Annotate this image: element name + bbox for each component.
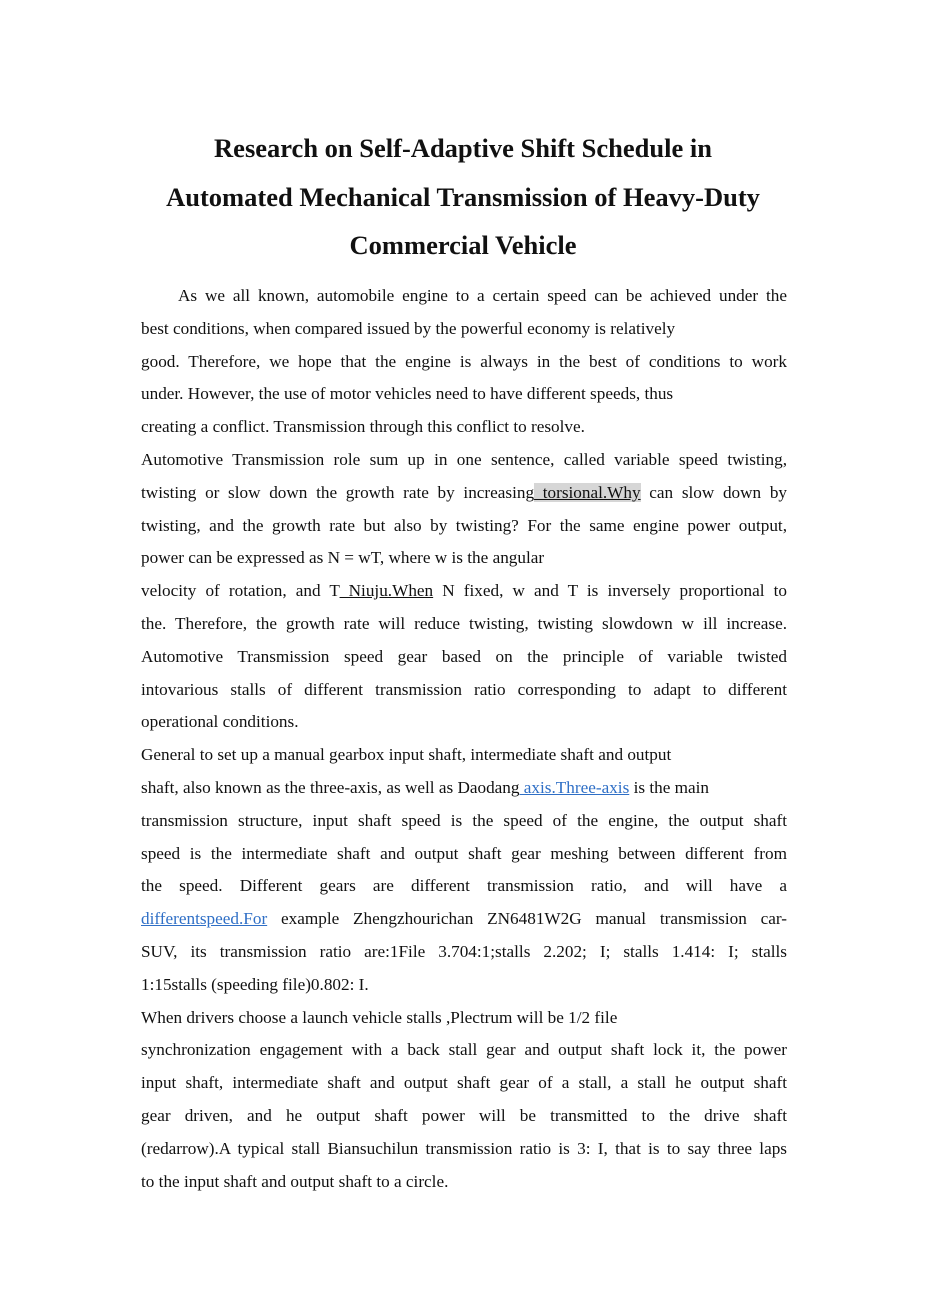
title-line: Research on Self-Adaptive Shift Schedule in	[214, 133, 712, 163]
text-line: to the input shaft and output shaft to a circle.	[141, 1171, 449, 1191]
text-line: under. However, the use of motor vehicles need to have different speeds, thus	[141, 384, 674, 404]
text-line: Automotive Transmission role sum up in one sentence, called variable speed twisting,	[141, 449, 787, 469]
text-line: the. Therefore, the growth rate will reduce twisting, twisting slowdown w ill increase.	[141, 613, 787, 633]
text-run: twisting or slow down the growth rate by increasing	[141, 482, 535, 502]
text-run: shaft, also known as the three-axis, as well as Daodang	[141, 777, 520, 797]
title-line: Automated Mechanical Transmission of Heavy-Duty	[166, 181, 760, 212]
hyperlink[interactable]: differentspeed.For	[141, 909, 268, 929]
text-line: synchronization engagement with a back stall gear and output shaft lock it, the power	[141, 1040, 787, 1060]
highlighted-text: torsional.Why	[534, 482, 641, 502]
underlined-text: Niuju.When	[339, 581, 434, 601]
text-run: N fixed, w and T is inversely proportional to	[433, 581, 787, 601]
text-line: speed is the intermediate shaft and output shaft gear meshing between different from	[141, 843, 787, 863]
text-line: intovarious stalls of different transmission ratio corresponding to adapt to different	[141, 679, 787, 699]
text-run: velocity of rotation, and T	[141, 581, 340, 601]
text-line: best conditions, when compared issued by the powerful economy is relatively	[141, 318, 676, 338]
text-line: good. Therefore, we hope that the engine is always in the best of conditions to work	[141, 351, 787, 371]
text-line: transmission structure, input shaft speed is the speed of the engine, the output shaft	[141, 810, 787, 830]
text-line: Automotive Transmission speed gear based on the principle of variable twisted	[141, 646, 787, 666]
text-line: input shaft, intermediate shaft and output shaft gear of a stall, a stall he output shaft	[141, 1073, 787, 1093]
text-line	[141, 903, 787, 936]
text-line	[141, 477, 787, 510]
text-line	[141, 772, 787, 805]
hyperlink[interactable]: axis.Three-axis	[519, 777, 630, 797]
text-line: creating a conflict. Transmission through this conflict to resolve.	[141, 417, 585, 437]
text-line: When drivers choose a launch vehicle stalls ,Plectrum will be 1/2 file	[141, 1007, 618, 1027]
text-line: As we all known, automobile engine to a certain speed can be achieved under the	[178, 286, 787, 305]
text-line: SUV, its transmission ratio are:1File 3.704:1;stalls 2.202; I; stalls 1.414: I; stalls	[141, 941, 787, 961]
title-line: Commercial Vehicle	[349, 230, 577, 260]
text-line: operational conditions.	[141, 712, 299, 732]
text-run: example Zhengzhourichan ZN6481W2G manual transmission car-	[267, 909, 787, 929]
document-body	[141, 280, 787, 1198]
text-line: (redarrow).A typical stall Biansuchilun transmission ratio is 3: I, that is to say three laps	[141, 1138, 787, 1158]
text-line	[141, 575, 787, 608]
document-title	[120, 124, 806, 270]
text-run: can slow down by	[640, 482, 788, 502]
text-line: gear driven, and he output shaft power will be transmitted to the drive shaft	[141, 1105, 787, 1125]
text-line: 1:15stalls (speeding file)0.802: I.	[141, 974, 369, 994]
text-run: is the main	[629, 777, 709, 797]
text-line: twisting, and the growth rate but also by twisting? For the same engine power output,	[141, 515, 787, 535]
text-line: the speed. Different gears are different transmission ratio, and will have a	[141, 876, 787, 896]
text-line: power can be expressed as N = wT, where w is the angular	[141, 548, 545, 568]
text-line: General to set up a manual gearbox input shaft, intermediate shaft and output	[141, 745, 672, 765]
